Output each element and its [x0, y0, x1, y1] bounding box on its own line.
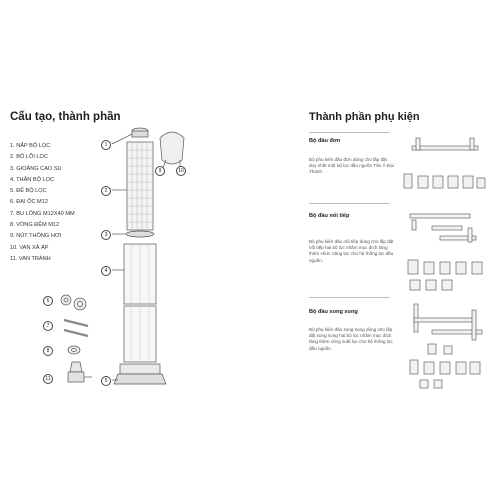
callout-6: 6	[43, 296, 53, 306]
callout-7: 7	[43, 321, 53, 331]
list-item: 5. ĐẾ BỘ LỌC	[10, 188, 47, 195]
list-item: 2. BỘ LÕI LỌC	[10, 154, 48, 161]
callout-9: 9	[155, 166, 165, 176]
callout-8: 8	[43, 346, 53, 356]
list-item: 3. GIOĂNG CAO SU	[10, 165, 62, 172]
list-item: 1. NẮP BỘ LỌC	[10, 143, 51, 149]
list-item: 4. THÂN BỘ LỌC	[10, 176, 55, 183]
section-title-structure: Cấu tạo, thành phần	[10, 111, 121, 123]
callout-3: 3	[101, 230, 111, 240]
list-item: 6. ĐAI ỐC M12	[10, 199, 48, 206]
list-item: 10. VAN XẢ ÁP	[10, 244, 49, 251]
callout-5: 5	[101, 376, 111, 386]
accessory-title-series: Bộ đầu nối tiếp	[309, 213, 350, 219]
accessory-desc-series: Bộ phụ kiện đầu nối tiếp dùng cho lắp đặt nối tiếp hai bộ lọc nhằm mục đích tăng thêm chức năng lọc cho hệ thống lọc đầu nguồn.	[309, 239, 394, 263]
accessory-title-parallel: Bộ đầu song song	[309, 309, 358, 315]
callout-1: 1	[101, 140, 111, 150]
list-item: 8. VÒNG ĐỆM M12	[10, 222, 60, 229]
accessory-desc-parallel: Bộ phụ kiện đầu song song dùng cho lắp đặt song song hai bộ lọc nhằm mục đích tăng thêm công suất lọc cho hệ thống lọc đầu nguồn.	[309, 327, 393, 351]
callout-4: 4	[101, 266, 111, 276]
list-item: 7. BU LÔNG M12X40 MM	[10, 210, 75, 217]
list-item: 11. VAN TRÁNH	[10, 255, 51, 262]
callout-11: 11	[43, 374, 53, 384]
accessory-title-single: Bộ đầu đơn	[309, 138, 341, 144]
callout-10: 10	[176, 166, 186, 176]
accessory-desc-single: Bộ phụ kiện đầu đơn dùng cho lắp đặt duy nhất một bộ lọc đầu nguồn Tân Á Đại Thành	[309, 157, 394, 175]
callout-2: 2	[101, 186, 111, 196]
section-title-accessories: Thành phần phụ kiện	[309, 111, 420, 123]
list-item: 9. NÚT THÔNG HƠI	[10, 233, 62, 240]
